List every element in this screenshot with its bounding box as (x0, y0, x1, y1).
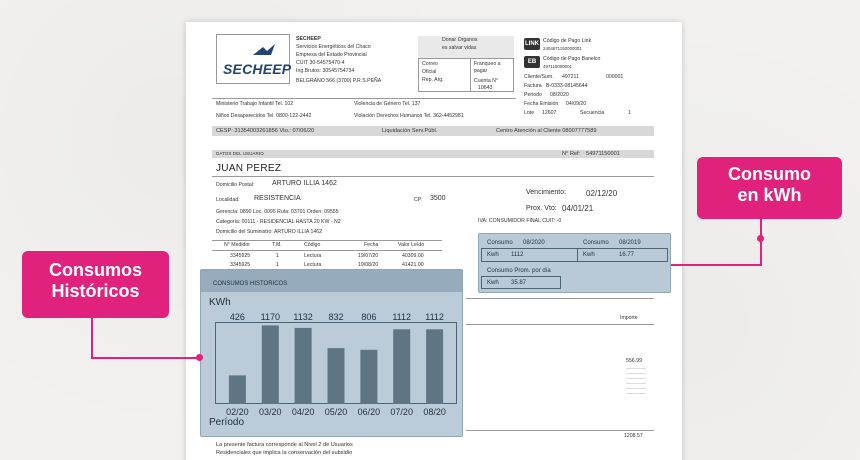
prox-vto-value: 04/01/21 (562, 204, 594, 213)
factura-label: Factura (524, 83, 542, 89)
consumo-period-1: 08/2020 (523, 240, 545, 246)
kwh-connector-horizontal (671, 264, 762, 266)
kwh-label-2: Kwh (583, 252, 595, 258)
footer-line-2: Residenciales que implica la conservación del subsidio (216, 450, 353, 456)
nref-label: N° Ref: (562, 151, 581, 157)
medidor-row-0-col-4: 40309.00 (402, 253, 424, 259)
kwh-connector-vertical (760, 219, 762, 265)
footer-line-1: La presente factura corresponde al Nivel 2 de Usuarios (216, 442, 353, 448)
company-type: Empresa del Estado Provincial (296, 52, 367, 58)
iva-line: IVA: CONSUMIDOR FINAL CUIT: -0 (478, 218, 562, 224)
banelco-label: Código de Pago Banelco (543, 56, 601, 62)
link-label: Código de Pago Link (543, 38, 592, 44)
cp-value: 3500 (430, 195, 446, 202)
medidor-header-0: N° Medidor (224, 242, 251, 248)
cuenta-value: 10643 (478, 85, 493, 91)
logo-mark-icon (251, 43, 277, 57)
medidor-row-1-col-2: Lectura (304, 262, 322, 268)
customer-name: JUAN PEREZ (216, 163, 282, 174)
domicilio-label: Domicilio Postal: (216, 182, 255, 188)
consumo-promedio-label: Consumo Prom. por día (487, 268, 551, 274)
link-pay-icon: LINK (524, 38, 540, 50)
cesp-text: CESP: 31354003261856 Vto.: 07/06/20 (216, 128, 315, 134)
bar-03-20 (262, 325, 279, 404)
logo-wordmark: SECHEEP (223, 61, 292, 77)
cp-label: CP: (414, 197, 423, 203)
current-consumption-panel (478, 233, 671, 293)
category-label-08-20: 08/20 (423, 407, 446, 417)
historic-consumption-panel (200, 269, 463, 437)
bar-08-20 (426, 329, 443, 404)
phone-row-2-right: Violación Derechos Humanos Tel. 362-4452981 (354, 113, 464, 119)
prox-vto-label: Prox. Vto: (526, 205, 557, 212)
consumo-label-2: Consumo (583, 240, 609, 246)
medidor-row-0-col-3: 19/07/20 (358, 253, 379, 259)
franqueo-line-1: Franqueo a (474, 61, 501, 67)
bar-07-20 (393, 329, 410, 404)
medidor-row-1-col-0: 3345925 (230, 262, 251, 268)
medidor-header-4: Valor Leído (398, 242, 425, 248)
medidor-row-1-col-4: 41421.00 (402, 262, 424, 268)
nref-value: 54971150001 (586, 151, 620, 157)
callout-consumo-kwh (697, 157, 842, 219)
link-code: 2404971150000001 (543, 46, 582, 51)
company-address: BELGRANO 566 (3700) P.R.S.PEÑA (296, 78, 382, 84)
localidad-value: RESISTENCIA (254, 195, 301, 202)
periodo-label: Periodo (524, 92, 542, 98)
vencimiento-value: 02/12/20 (586, 189, 618, 198)
importe-value-0: 556.99 (626, 358, 642, 364)
medidor-row-0-col-0: 3345925 (230, 253, 251, 259)
historic-connector-dot (196, 354, 203, 361)
kwh-value-1: 1112 (511, 252, 524, 258)
phone-row-1-left: Ministerio Trabajo Infantil Tel. 102 (216, 101, 294, 107)
correo-line-3: Rep. Arg. (422, 77, 444, 83)
secuencia-value: 1 (628, 110, 631, 116)
factura-value: B-0333-08145644 (546, 83, 588, 89)
phone-row-1-right: Violencia de Género Tel. 137 (354, 101, 421, 107)
consumo-period-2: 08/2019 (619, 240, 641, 246)
category-label-02-20: 02/20 (226, 407, 249, 417)
liquidacion-text: Liquidación Serv.Públ. (382, 128, 438, 134)
value-label-07-20: 1112 (392, 312, 412, 322)
value-label-06-20: 806 (361, 312, 377, 322)
franqueo-line-2: pagar (474, 68, 488, 74)
value-label-02-20: 426 (229, 312, 245, 322)
medidor-header-3: Fecha (364, 242, 379, 248)
correo-line-2: Oficial (422, 69, 437, 75)
importe-header: Importe (620, 315, 638, 321)
bar-06-20 (360, 350, 377, 404)
cuenta-label: Cuenta N° (474, 78, 498, 84)
gerencia-line: Gerencia: 0890 Loc. 0095 Ruta: 03701 Orden: 09555 (216, 209, 339, 215)
cliente-value-2: 000001 (606, 74, 624, 80)
banelco-code: 497115000001 (543, 64, 572, 69)
company-ing-brutos: Ing.Brutos: 30545754734 (296, 68, 355, 74)
company-name: SECHEEP (296, 36, 321, 42)
importe-rows (626, 368, 646, 398)
banelco-pay-icon: EB (524, 56, 540, 68)
donor-line-1: Donar Organos (442, 37, 478, 43)
value-label-08-20: 1112 (425, 312, 444, 322)
value-label-05-20: 832 (328, 312, 344, 322)
value-label-03-20: 1170 (260, 312, 280, 322)
category-label-04-20: 04/20 (291, 407, 315, 417)
medidor-row-0-col-1: 1 (276, 253, 279, 259)
medidor-row-0-col-2: Lectura (304, 253, 322, 259)
localidad-label: Localidad: (216, 197, 240, 203)
consumo-kwh-row (481, 248, 668, 262)
company-cuit: CUIT 30-54575470-4 (296, 60, 345, 66)
phone-row-2-left: Niños Desaparecidos Tel. 0800-122-2442 (216, 113, 312, 119)
centro-atencion-text: Centro Atención al Cliente 08007777589 (496, 128, 597, 134)
callout-kwh-line-2: en kWh (737, 184, 802, 205)
lote-value: 12607 (542, 110, 557, 116)
historic-panel-title: CONSUMOS HISTORICOS (213, 281, 288, 287)
bar-04-20 (295, 328, 312, 404)
kwh-value-2: 16.77 (619, 252, 635, 258)
consumo-label-1: Consumo (487, 240, 513, 246)
lote-label: Lote (524, 110, 535, 116)
historic-connector-vertical (91, 318, 93, 358)
categoria-line: Categoría: 00111 - RESIDENCIAL HASTA 20 KW - N2 (216, 219, 341, 225)
historic-bar-chart (201, 270, 464, 438)
vencimiento-label: Vencimiento: (526, 189, 567, 196)
callout-historicos-line-1: Consumos (48, 260, 142, 280)
category-label-07-20: 07/20 (390, 407, 413, 417)
importe-value-1: 1208.57 (624, 433, 643, 439)
company-full-name: Servicios Energéticos del Chaco (296, 44, 371, 50)
prom-kwh-label: Kwh (487, 280, 499, 286)
callout-historicos-line-2: Históricos (51, 280, 140, 301)
domicilio-value: ARTURO ILLIA 1462 (272, 180, 337, 187)
category-label-03-20: 03/20 (259, 407, 282, 417)
historic-connector-horizontal (91, 357, 201, 359)
logo-box (216, 34, 290, 84)
historic-x-label: Período (209, 417, 245, 428)
category-label-05-20: 05/20 (324, 407, 348, 417)
correo-line-1: Correo (422, 61, 438, 67)
cliente-value: 497211 (562, 74, 579, 80)
periodo-value: 08/2020 (550, 92, 569, 98)
kwh-connector-dot (757, 235, 764, 242)
donor-line-2: es salvar vidas (442, 45, 477, 51)
usuario-section-label: DATOS DEL USUARIO (216, 151, 264, 156)
medidor-row-1-col-3: 19/08/20 (358, 262, 379, 268)
category-label-06-20: 06/20 (357, 407, 381, 417)
fecha-emision-value: 04/09/20 (566, 101, 587, 107)
callout-kwh-line-1: Consumo (728, 164, 811, 184)
medidor-header-1: T.M. (272, 242, 282, 248)
value-label-04-20: 1132 (293, 312, 313, 322)
cliente-label: Cliente/Sum. (524, 74, 554, 80)
historic-y-unit: KWh (209, 297, 231, 308)
prom-kwh-value: 35.87 (511, 280, 527, 286)
kwh-label-1: Kwh (487, 252, 499, 258)
secuencia-label: Secuencia (580, 110, 605, 116)
medidor-row-1-col-1: 1 (276, 262, 279, 268)
bar-05-20 (328, 348, 345, 404)
fecha-emision-label: Fecha Emisión (524, 101, 559, 107)
medidor-header-2: Código (304, 242, 321, 248)
callout-consumos-historicos (22, 251, 169, 318)
bar-02-20 (229, 375, 246, 404)
suministro-line: Domicilio del Suministro: ARTURO ILLIA 1462 (216, 229, 323, 235)
